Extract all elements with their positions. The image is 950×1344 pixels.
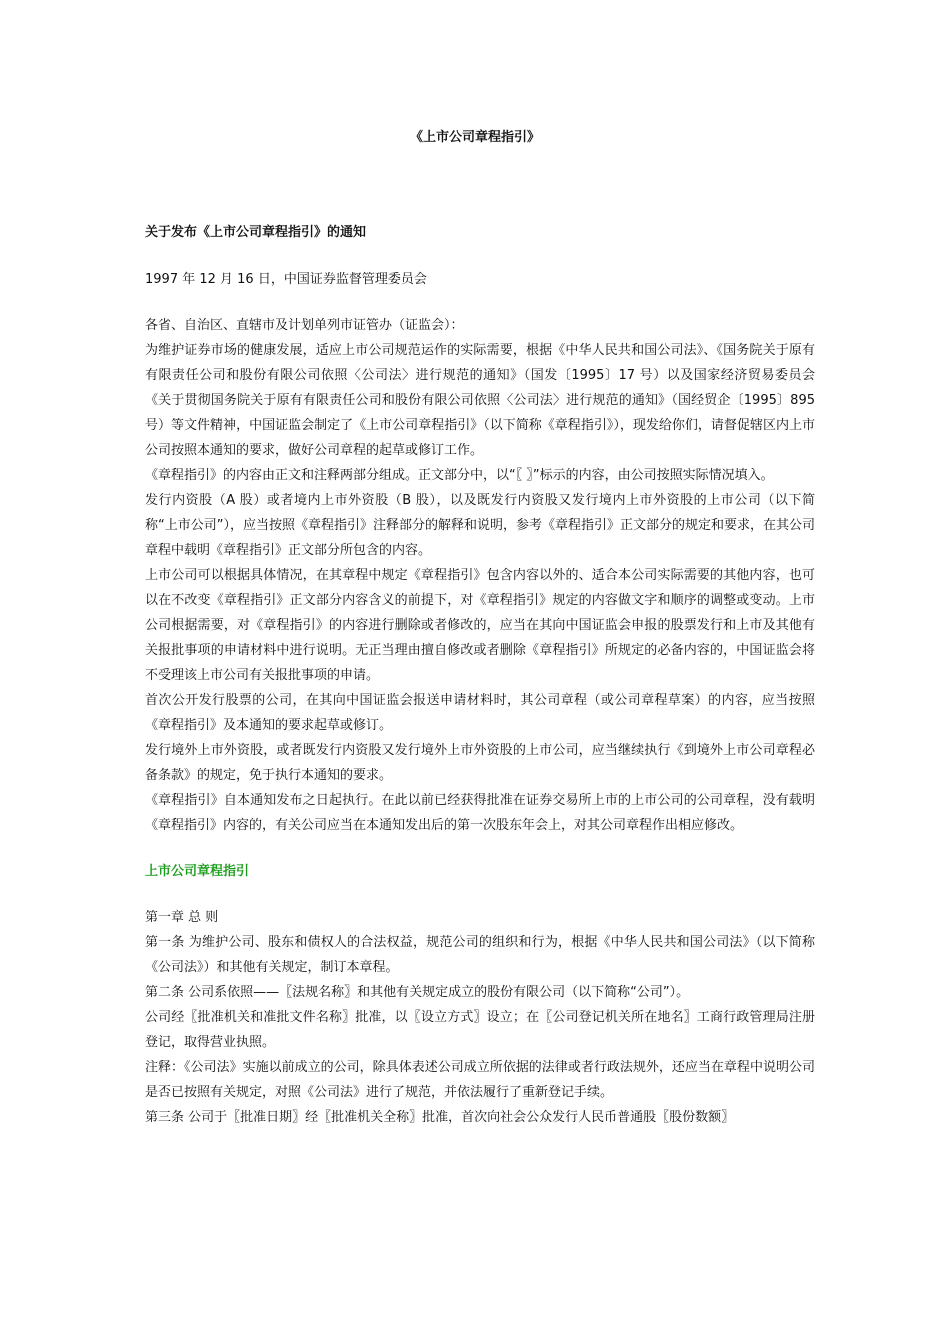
document-body <box>145 221 815 1130</box>
article-paragraph: 第一条 为维护公司、股东和债权人的合法权益，规范公司的组织和行为，根据《中华人民共和国公司法》（以下简称《公司法》）和其他有关规定，制订本章程。 <box>145 935 815 975</box>
notice-paragraph: 为维护证券市场的健康发展，适应上市公司规范运作的实际需要，根据《中华人民共和国公司法》、《国务院关于原有有限责任公司和股份有限公司依照〈公司法〉进行规范的通知》（国发〔1995〕17 号）以及国家经济贸易委员会《关于贯彻国务院关于原有有限责任公司和股份有限公司依照〈公司法〉进行规范的通知》（国经贸企〔1995〕895 号）等文件精神，中国证监会制定了《上市公司章程指引》（以下简称《章程指引》），现发给你们，请督促辖区内上市公司按照本通知的要求，做好公司章程的起草或修订工作。 <box>145 343 815 458</box>
notice-paragraph: 《章程指引》的内容由正文和注释两部分组成。正文部分中，以“〖 〗”标示的内容，由公司按照实际情况填入。 <box>145 468 774 483</box>
article-paragraph: 第三条 公司于〖批准日期〗经〖批准机关全称〗批准，首次向社会公众发行人民币普通股〖股份数额〗 <box>145 1110 735 1125</box>
document-title: 《上市公司章程指引》 <box>409 130 540 145</box>
article-paragraph: 第二条 公司系依照——〖法规名称〗和其他有关规定成立的股份有限公司（以下简称“公司”）。 <box>145 985 690 1000</box>
article-paragraph: 注释：《公司法》实施以前成立的公司，除具体表述公司成立所依据的法律或者行政法规外，还应当在章程中说明公司是否已按照有关规定，对照《公司法》进行了规范，并依法履行了重新登记手续。 <box>145 1060 815 1100</box>
notice-date-line: 1997 年 12 月 16 日，中国证券监督管理委员会 <box>145 272 427 287</box>
notice-paragraph: 各省、自治区、直辖市及计划单列市证管办（证监会）： <box>145 318 464 333</box>
notice-heading: 关于发布《上市公司章程指引》的通知 <box>145 225 367 240</box>
article-paragraph: 公司经〖批准机关和准批文件名称〗批准，以〖设立方式〗设立；在〖公司登记机关所在地名〗工商行政管理局注册登记，取得营业执照。 <box>145 1010 815 1050</box>
notice-paragraph: 发行内资股（A 股）或者境内上市外资股（B 股），以及既发行内资股又发行境内上市外资股的上市公司（以下简称“上市公司”），应当按照《章程指引》注释部分的解释和说明，参考《章程指引》正文部分的规定和要求，在其公司章程中载明《章程指引》正文部分所包含的内容。 <box>145 493 815 558</box>
chapter-title: 第一章 总 则 <box>145 910 219 925</box>
notice-paragraph: 《章程指引》自本通知发布之日起执行。在此以前已经获得批准在证券交易所上市的上市公司的公司章程，没有载明《章程指引》内容的，有关公司应当在本通知发出后的第一次股东年会上，对其公司章程作出相应修改。 <box>145 793 815 833</box>
notice-paragraph: 发行境外上市外资股，或者既发行内资股又发行境外上市外资股的上市公司，应当继续执行《到境外上市公司章程必备条款》的规定，免于执行本通知的要求。 <box>145 743 815 783</box>
section-heading-link[interactable]: 上市公司章程指引 <box>145 864 250 879</box>
notice-paragraph: 首次公开发行股票的公司，在其向中国证监会报送申请材料时，其公司章程（或公司章程草案）的内容，应当按照《章程指引》及本通知的要求起草或修订。 <box>145 693 815 733</box>
notice-paragraph: 上市公司可以根据具体情况，在其章程中规定《章程指引》包含内容以外的、适合本公司实际需要的其他内容，也可以在不改变《章程指引》正文部分内容含义的前提下，对《章程指引》规定的内容做文字和顺序的调整或变动。上市公司根据需要，对《章程指引》的内容进行删除或者修改的，应当在其向中国证监会申报的股票发行和上市及其他有关报批事项的申请材料中进行说明。无正当理由擅自修改或者删除《章程指引》所规定的必备内容的，中国证监会将不受理该上市公司有关报批事项的申请。 <box>145 568 815 683</box>
